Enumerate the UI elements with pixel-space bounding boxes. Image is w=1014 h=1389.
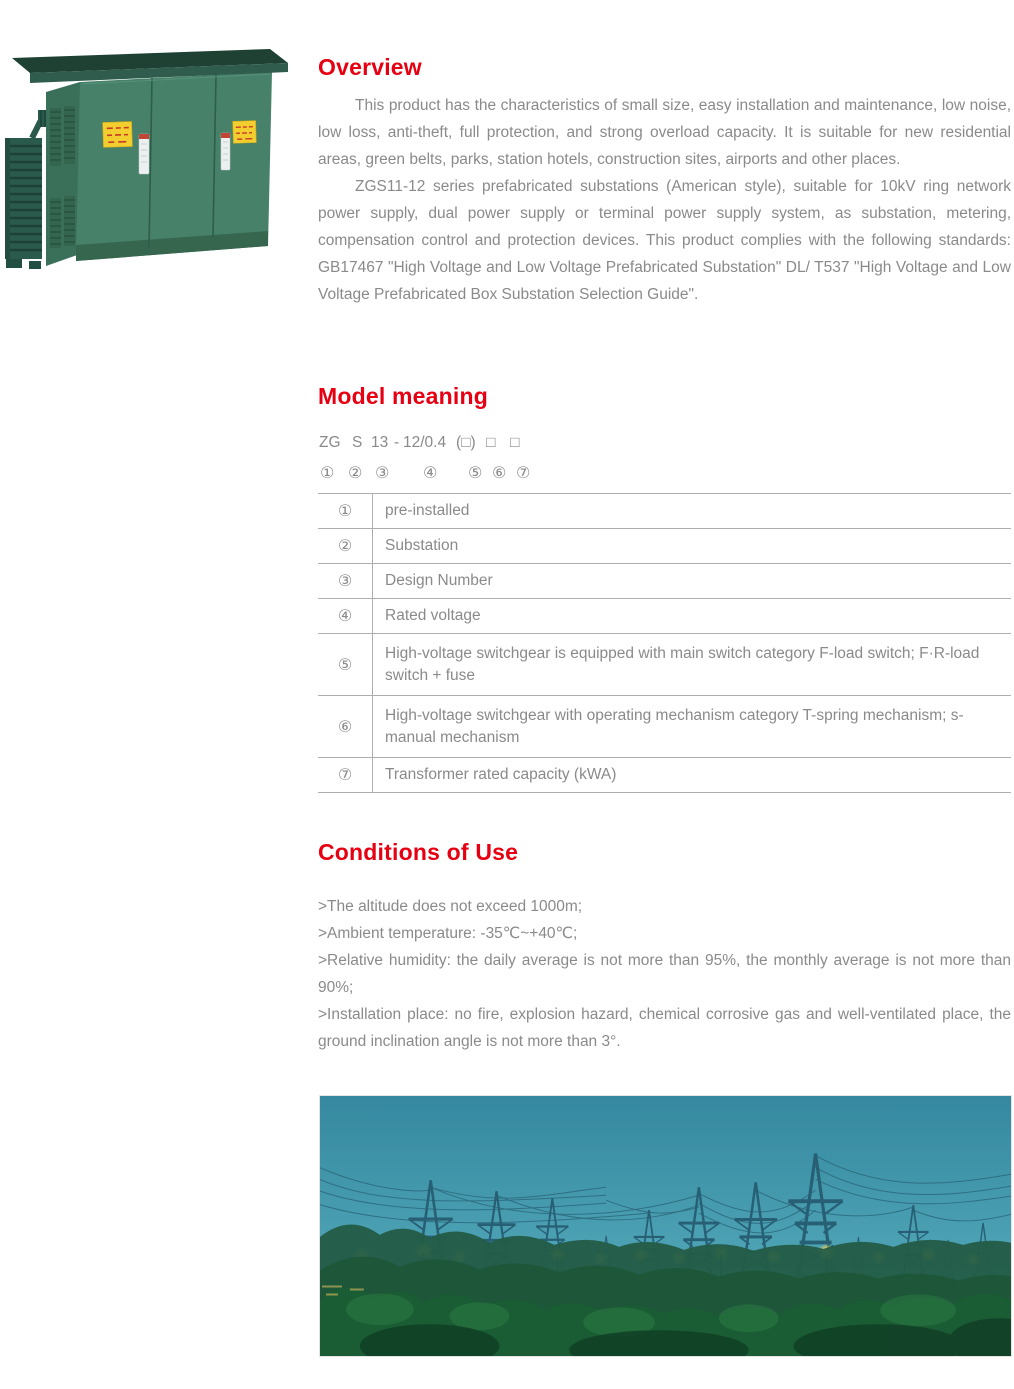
model-digit-4: ④ (423, 465, 438, 482)
model-code-token: S (352, 434, 363, 451)
model-digit-6: ⑥ (492, 465, 507, 482)
condition-item: >Relative humidity: the daily average is not more than 95%, the monthly average is not more than 90%; (318, 952, 1011, 996)
table-row (318, 529, 1011, 564)
overview-heading: Overview (318, 54, 422, 80)
model-code-token: - (394, 434, 400, 451)
model-digit-1: ① (320, 465, 335, 482)
model-code-token: 13 (371, 434, 389, 451)
model-meaning-heading: Model meaning (318, 383, 489, 409)
table-row (318, 634, 1011, 696)
table-row (318, 564, 1011, 599)
row-number: ① (318, 494, 373, 529)
row-number: ③ (318, 564, 373, 599)
row-number: ⑤ (318, 634, 373, 696)
model-code-diagram (318, 434, 1011, 488)
model-digit-7: ⑦ (516, 465, 531, 482)
row-description: High-voltage switchgear with operating mechanism category T-spring mechanism; s-manual mechanism (373, 696, 1012, 758)
model-code-token: □ (486, 434, 496, 451)
model-meaning-table (318, 493, 1011, 793)
row-description: Transformer rated capacity (kWA) (373, 758, 1012, 793)
overview-paragraph-2: ZGS11-12 series prefabricated substations (American style), suitable for 10kV ring network power supply, dual power supply or terminal power supply system, as substation, metering, compensation control and protection devices. This product complies with the following standards: GB17467 "High Voltage and Low Voltage Prefabricated Substation" DL/ T537 "High Voltage and Low Voltage Prefabricated Box Substation Selection Guide". (318, 178, 1011, 303)
table-row (318, 696, 1011, 758)
row-description: Rated voltage (373, 599, 1012, 634)
row-description: pre-installed (373, 494, 1012, 529)
warning-label-right (233, 121, 257, 144)
row-description: High-voltage switchgear is equipped with main switch category F-load switch; F·R-load switch + fuse (373, 634, 1012, 696)
conditions-list (318, 893, 1011, 1055)
condition-item: >The altitude does not exceed 1000m; (318, 898, 583, 915)
table-row (318, 758, 1011, 793)
transmission-towers-photo (319, 1095, 1012, 1357)
warning-label-left (103, 121, 133, 147)
model-code-token: 12/0.4 (403, 434, 447, 451)
model-code-token: ZG (319, 434, 341, 451)
door-handle-left (139, 134, 149, 174)
row-number: ⑦ (318, 758, 373, 793)
row-number: ④ (318, 599, 373, 634)
table-row (318, 494, 1011, 529)
model-digit-2: ② (348, 465, 363, 482)
overview-paragraph-1: This product has the characteristics of small size, easy installation and maintenance, low noise, low loss, anti-theft, full protection, and strong overload capacity. It is suitable for new residential areas, green belts, parks, station hotels, construction sites, airports and other places. (318, 97, 1011, 168)
cabinet-left-side (46, 82, 80, 266)
row-description: Design Number (373, 564, 1012, 599)
conditions-heading: Conditions of Use (318, 839, 519, 865)
model-code-token: □ (510, 434, 520, 451)
table-row (318, 599, 1011, 634)
row-number: ② (318, 529, 373, 564)
door-handle-right (221, 133, 230, 170)
model-digit-5: ⑤ (468, 465, 483, 482)
cabinet-front-doors (76, 72, 272, 261)
model-code-token: (□) (456, 434, 476, 451)
condition-item: >Installation place: no fire, explosion hazard, chemical corrosive gas and well-ventilated place, the ground inclination angle is not more than 3°. (318, 1006, 1011, 1050)
condition-item: >Ambient temperature: -35℃~+40℃; (318, 925, 578, 942)
overview-text (318, 92, 1011, 308)
model-digit-3: ③ (375, 465, 390, 482)
product-photo-substation-cabinet (2, 46, 292, 271)
trees (320, 1224, 1012, 1357)
row-number: ⑥ (318, 696, 373, 758)
row-description: Substation (373, 529, 1012, 564)
